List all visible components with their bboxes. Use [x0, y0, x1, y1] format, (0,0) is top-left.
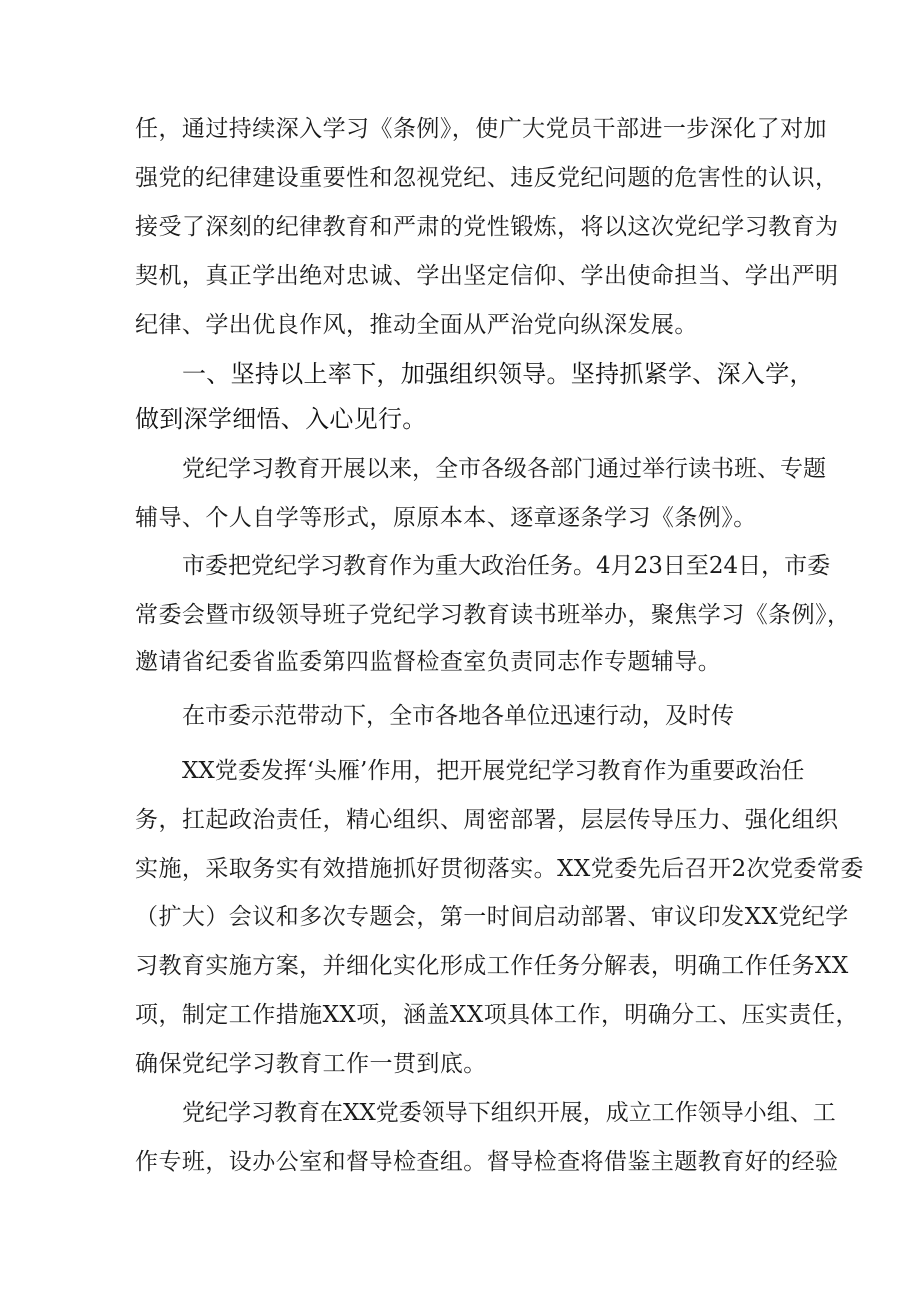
text-line: 市委把党纪学习教育作为重大政治任务。4月23日至24日，市委 — [182, 553, 831, 579]
text-line: 习教育实施方案，并细化实化形成工作任务分解表，明确工作任务XX — [135, 953, 849, 979]
text-line: 任，通过持续深入学习《条例》，使广大党员干部进一步深化了对加 — [135, 116, 827, 142]
text-line: 强党的纪律建设重要性和忽视党纪、违反党纪问题的危害性的认识， — [135, 165, 839, 191]
text-line: 实施，采取务实有效措施抓好贯彻落实。XX党委先后召开2次党委常委 — [135, 856, 864, 882]
section-heading: 一、坚持以上率下，加强组织领导。坚持抓紧学、深入学， — [182, 360, 814, 388]
text-line: 党纪学习教育开展以来，全市各级各部门通过举行读书班、专题 — [182, 456, 826, 482]
text-line: 党纪学习教育在XX党委领导下组织开展，成立工作领导小组、工 — [182, 1100, 836, 1126]
text-line: 确保党纪学习教育工作一贯到底。 — [135, 1051, 487, 1077]
text-line: （扩大）会议和多次专题会，第一时间启动部署、审议印发XX党纪学 — [135, 904, 849, 930]
text-line: XX党委发挥‘头雁’作用，把开展党纪学习教育作为重要政治任 — [182, 758, 805, 784]
section-heading: 做到深学细悟、入心见行。 — [135, 405, 427, 433]
text-line: 纪律、学出优良作风，推动全面从严治党向纵深发展。 — [135, 312, 698, 338]
text-line: 辅导、个人自学等形式，原原本本、逐章逐条学习《条例》。 — [135, 505, 757, 531]
text-line: 接受了深刻的纪律教育和严肃的党性锻炼，将以这次党纪学习教育为 — [135, 214, 839, 240]
text-line: 项，制定工作措施XX项，涵盖XX项具体工作，明确分工、压实责任， — [135, 1002, 859, 1028]
text-line: 邀请省纪委省监委第四监督检查室负责同志作专题辅导。 — [135, 649, 722, 675]
text-line: 务，扛起政治责任，精心组织、周密部署，层层传导压力、强化组织 — [135, 807, 839, 833]
text-line: 契机，真正学出绝对忠诚、学出坚定信仰、学出使命担当、学出严明 — [135, 263, 839, 289]
text-line: 作专班，设办公室和督导检查组。督导检查将借鉴主题教育好的经验 — [135, 1149, 839, 1175]
text-line: 在市委示范带动下，全市各地各单位迅速行动，及时传 — [182, 703, 734, 729]
text-line: 常委会暨市级领导班子党纪学习教育读书班举办，聚焦学习《条例》， — [135, 602, 851, 628]
